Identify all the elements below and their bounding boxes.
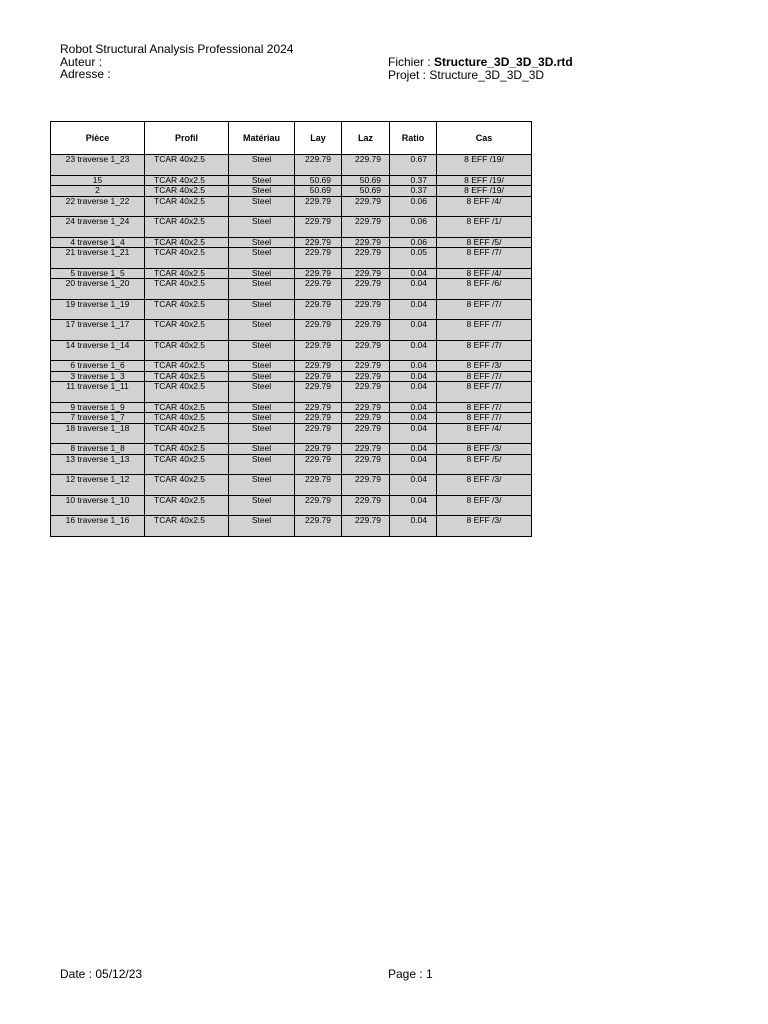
cell-piece: 23 traverse 1_23 <box>51 155 145 176</box>
table-row <box>51 175 532 186</box>
cell-laz: 229.79 <box>342 155 390 176</box>
cell-lay: 229.79 <box>295 444 342 455</box>
cell-materiau: Steel <box>229 186 295 197</box>
cell-lay: 229.79 <box>295 237 342 248</box>
cell-materiau: Steel <box>229 475 295 496</box>
cell-profil: TCAR 40x2.5 <box>145 413 229 424</box>
cell-cas: 8 EFF /4/ <box>437 196 532 217</box>
cell-ratio: 0.04 <box>390 382 437 403</box>
col-header-laz: Laz <box>342 122 390 155</box>
cell-materiau: Steel <box>229 175 295 186</box>
cell-ratio: 0.04 <box>390 454 437 475</box>
cell-laz: 229.79 <box>342 217 390 238</box>
table-row <box>51 196 532 217</box>
table-row <box>51 361 532 372</box>
cell-laz: 229.79 <box>342 402 390 413</box>
col-header-lay: Lay <box>295 122 342 155</box>
table-row <box>51 516 532 537</box>
cell-cas: 8 EFF /4/ <box>437 423 532 444</box>
col-header-ratio: Ratio <box>390 122 437 155</box>
cell-ratio: 0.37 <box>390 186 437 197</box>
cell-piece: 11 traverse 1_11 <box>51 382 145 403</box>
cell-profil: TCAR 40x2.5 <box>145 196 229 217</box>
cell-lay: 229.79 <box>295 413 342 424</box>
cell-piece: 2 <box>51 186 145 197</box>
cell-piece: 8 traverse 1_8 <box>51 444 145 455</box>
cell-ratio: 0.67 <box>390 155 437 176</box>
cell-lay: 229.79 <box>295 196 342 217</box>
cell-ratio: 0.04 <box>390 371 437 382</box>
cell-lay: 229.79 <box>295 516 342 537</box>
cell-piece: 9 traverse 1_9 <box>51 402 145 413</box>
cell-materiau: Steel <box>229 454 295 475</box>
cell-profil: TCAR 40x2.5 <box>145 237 229 248</box>
cell-ratio: 0.04 <box>390 413 437 424</box>
project-label: Projet : <box>388 67 430 82</box>
report-header-left <box>60 43 293 81</box>
table-row <box>51 444 532 455</box>
cell-ratio: 0.06 <box>390 217 437 238</box>
cell-materiau: Steel <box>229 320 295 341</box>
table-row <box>51 237 532 248</box>
cell-profil: TCAR 40x2.5 <box>145 516 229 537</box>
cell-profil: TCAR 40x2.5 <box>145 248 229 269</box>
cell-ratio: 0.04 <box>390 299 437 320</box>
cell-profil: TCAR 40x2.5 <box>145 371 229 382</box>
cell-laz: 229.79 <box>342 516 390 537</box>
address-label: Adresse : <box>60 67 111 81</box>
project-line <box>388 69 573 82</box>
table-header-row <box>51 122 532 155</box>
cell-materiau: Steel <box>229 371 295 382</box>
col-header-piece: Pièce <box>51 122 145 155</box>
cell-laz: 229.79 <box>342 196 390 217</box>
cell-laz: 229.79 <box>342 495 390 516</box>
cell-profil: TCAR 40x2.5 <box>145 361 229 372</box>
table-row <box>51 248 532 269</box>
cell-profil: TCAR 40x2.5 <box>145 175 229 186</box>
cell-lay: 229.79 <box>295 217 342 238</box>
cell-profil: TCAR 40x2.5 <box>145 475 229 496</box>
table-row <box>51 402 532 413</box>
cell-lay: 229.79 <box>295 279 342 300</box>
cell-piece: 3 traverse 1_3 <box>51 371 145 382</box>
cell-cas: 8 EFF /5/ <box>437 237 532 248</box>
table-row <box>51 155 532 176</box>
cell-laz: 229.79 <box>342 299 390 320</box>
cell-profil: TCAR 40x2.5 <box>145 279 229 300</box>
cell-materiau: Steel <box>229 237 295 248</box>
cell-laz: 229.79 <box>342 279 390 300</box>
cell-ratio: 0.04 <box>390 444 437 455</box>
cell-ratio: 0.04 <box>390 361 437 372</box>
cell-lay: 229.79 <box>295 402 342 413</box>
table-row <box>51 495 532 516</box>
cell-laz: 229.79 <box>342 475 390 496</box>
cell-lay: 229.79 <box>295 382 342 403</box>
cell-materiau: Steel <box>229 495 295 516</box>
cell-cas: 8 EFF /19/ <box>437 155 532 176</box>
cell-materiau: Steel <box>229 516 295 537</box>
col-header-profil: Profil <box>145 122 229 155</box>
cell-laz: 50.69 <box>342 186 390 197</box>
cell-cas: 8 EFF /4/ <box>437 268 532 279</box>
cell-piece: 10 traverse 1_10 <box>51 495 145 516</box>
cell-materiau: Steel <box>229 413 295 424</box>
table-row <box>51 217 532 238</box>
cell-ratio: 0.04 <box>390 402 437 413</box>
cell-materiau: Steel <box>229 444 295 455</box>
cell-cas: 8 EFF /3/ <box>437 361 532 372</box>
cell-cas: 8 EFF /3/ <box>437 495 532 516</box>
file-label: Fichier : <box>388 55 435 69</box>
cell-laz: 229.79 <box>342 454 390 475</box>
table-row <box>51 268 532 279</box>
cell-cas: 8 EFF /19/ <box>437 175 532 186</box>
table-row <box>51 371 532 382</box>
footer-page: Page : 1 <box>388 967 433 981</box>
cell-lay: 229.79 <box>295 268 342 279</box>
footer-date: Date : 05/12/23 <box>60 967 143 981</box>
cell-cas: 8 EFF /6/ <box>437 279 532 300</box>
cell-profil: TCAR 40x2.5 <box>145 340 229 361</box>
cell-cas: 8 EFF /5/ <box>437 454 532 475</box>
results-table <box>50 121 532 537</box>
cell-lay: 229.79 <box>295 495 342 516</box>
cell-cas: 8 EFF /7/ <box>437 413 532 424</box>
cell-cas: 8 EFF /7/ <box>437 402 532 413</box>
author-label: Auteur : <box>60 54 103 69</box>
cell-laz: 229.79 <box>342 371 390 382</box>
cell-piece: 24 traverse 1_24 <box>51 217 145 238</box>
cell-ratio: 0.06 <box>390 237 437 248</box>
cell-ratio: 0.04 <box>390 279 437 300</box>
cell-cas: 8 EFF /7/ <box>437 299 532 320</box>
cell-laz: 50.69 <box>342 175 390 186</box>
cell-lay: 229.79 <box>295 248 342 269</box>
cell-ratio: 0.04 <box>390 320 437 341</box>
cell-ratio: 0.04 <box>390 268 437 279</box>
cell-piece: 12 traverse 1_12 <box>51 475 145 496</box>
cell-materiau: Steel <box>229 402 295 413</box>
table-row <box>51 423 532 444</box>
cell-profil: TCAR 40x2.5 <box>145 186 229 197</box>
cell-piece: 14 traverse 1_14 <box>51 340 145 361</box>
cell-piece: 15 <box>51 175 145 186</box>
cell-piece: 22 traverse 1_22 <box>51 196 145 217</box>
cell-lay: 229.79 <box>295 475 342 496</box>
cell-ratio: 0.04 <box>390 340 437 361</box>
cell-laz: 229.79 <box>342 382 390 403</box>
cell-materiau: Steel <box>229 217 295 238</box>
cell-piece: 20 traverse 1_20 <box>51 279 145 300</box>
report-header-right <box>388 56 573 81</box>
cell-profil: TCAR 40x2.5 <box>145 268 229 279</box>
table-row <box>51 413 532 424</box>
cell-cas: 8 EFF /7/ <box>437 320 532 341</box>
cell-materiau: Steel <box>229 423 295 444</box>
cell-cas: 8 EFF /7/ <box>437 340 532 361</box>
cell-cas: 8 EFF /3/ <box>437 516 532 537</box>
cell-laz: 229.79 <box>342 340 390 361</box>
cell-piece: 16 traverse 1_16 <box>51 516 145 537</box>
cell-laz: 229.79 <box>342 444 390 455</box>
cell-materiau: Steel <box>229 248 295 269</box>
cell-ratio: 0.04 <box>390 516 437 537</box>
cell-materiau: Steel <box>229 279 295 300</box>
cell-piece: 7 traverse 1_7 <box>51 413 145 424</box>
cell-materiau: Steel <box>229 196 295 217</box>
table-row <box>51 279 532 300</box>
cell-cas: 8 EFF /19/ <box>437 186 532 197</box>
cell-profil: TCAR 40x2.5 <box>145 155 229 176</box>
cell-materiau: Steel <box>229 268 295 279</box>
table-row <box>51 382 532 403</box>
cell-profil: TCAR 40x2.5 <box>145 402 229 413</box>
cell-materiau: Steel <box>229 340 295 361</box>
cell-laz: 229.79 <box>342 423 390 444</box>
table-row <box>51 186 532 197</box>
table-row <box>51 320 532 341</box>
cell-laz: 229.79 <box>342 361 390 372</box>
cell-profil: TCAR 40x2.5 <box>145 217 229 238</box>
file-name: Structure_3D_3D_3D.rtd <box>434 55 573 69</box>
cell-profil: TCAR 40x2.5 <box>145 382 229 403</box>
cell-lay: 229.79 <box>295 423 342 444</box>
cell-lay: 50.69 <box>295 175 342 186</box>
cell-piece: 6 traverse 1_6 <box>51 361 145 372</box>
col-header-materiau: Matériau <box>229 122 295 155</box>
cell-profil: TCAR 40x2.5 <box>145 299 229 320</box>
cell-piece: 13 traverse 1_13 <box>51 454 145 475</box>
cell-piece: 17 traverse 1_17 <box>51 320 145 341</box>
table-row <box>51 340 532 361</box>
cell-cas: 8 EFF /7/ <box>437 371 532 382</box>
cell-lay: 229.79 <box>295 155 342 176</box>
app-title: Robot Structural Analysis Professional 2024 <box>60 42 294 56</box>
cell-profil: TCAR 40x2.5 <box>145 423 229 444</box>
cell-profil: TCAR 40x2.5 <box>145 320 229 341</box>
cell-laz: 229.79 <box>342 320 390 341</box>
cell-cas: 8 EFF /7/ <box>437 248 532 269</box>
project-name: Structure_3D_3D_3D <box>429 67 545 82</box>
cell-cas: 8 EFF /3/ <box>437 444 532 455</box>
cell-cas: 8 EFF /3/ <box>437 475 532 496</box>
col-header-cas: Cas <box>437 122 532 155</box>
cell-ratio: 0.37 <box>390 175 437 186</box>
cell-materiau: Steel <box>229 361 295 372</box>
cell-ratio: 0.04 <box>390 495 437 516</box>
cell-profil: TCAR 40x2.5 <box>145 454 229 475</box>
cell-lay: 50.69 <box>295 186 342 197</box>
cell-materiau: Steel <box>229 299 295 320</box>
table-row <box>51 299 532 320</box>
cell-laz: 229.79 <box>342 413 390 424</box>
cell-laz: 229.79 <box>342 237 390 248</box>
cell-laz: 229.79 <box>342 248 390 269</box>
cell-cas: 8 EFF /7/ <box>437 382 532 403</box>
cell-ratio: 0.04 <box>390 423 437 444</box>
cell-lay: 229.79 <box>295 371 342 382</box>
cell-piece: 19 traverse 1_19 <box>51 299 145 320</box>
cell-lay: 229.79 <box>295 320 342 341</box>
cell-piece: 21 traverse 1_21 <box>51 248 145 269</box>
cell-lay: 229.79 <box>295 361 342 372</box>
cell-lay: 229.79 <box>295 454 342 475</box>
cell-piece: 18 traverse 1_18 <box>51 423 145 444</box>
table-row <box>51 454 532 475</box>
cell-ratio: 0.04 <box>390 475 437 496</box>
cell-piece: 5 traverse 1_5 <box>51 268 145 279</box>
cell-ratio: 0.06 <box>390 196 437 217</box>
cell-lay: 229.79 <box>295 299 342 320</box>
cell-ratio: 0.05 <box>390 248 437 269</box>
cell-lay: 229.79 <box>295 340 342 361</box>
cell-cas: 8 EFF /1/ <box>437 217 532 238</box>
cell-profil: TCAR 40x2.5 <box>145 495 229 516</box>
cell-laz: 229.79 <box>342 268 390 279</box>
cell-materiau: Steel <box>229 155 295 176</box>
cell-piece: 4 traverse 1_4 <box>51 237 145 248</box>
table-row <box>51 475 532 496</box>
cell-materiau: Steel <box>229 382 295 403</box>
cell-profil: TCAR 40x2.5 <box>145 444 229 455</box>
